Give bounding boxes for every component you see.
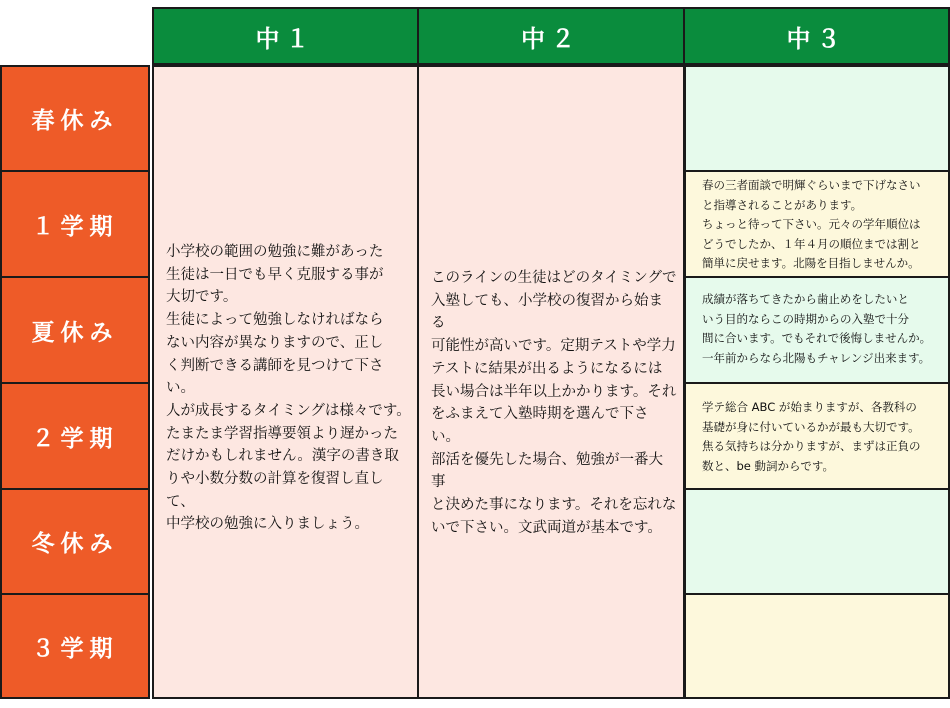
grade-1-advice-text: 小学校の範囲の勉強に難があった 生徒は一日でも早く克服する事が 大切です。 生徒によって勉強しなければなら ない内容が異なりますので、正し く判断できる講師を見つけて下さい。 人が成長するタイミングは様々です。 たまたま学習指導要領より遅かった だけかもしれません。漢字の書き取 りや小数分数の計算を復習し直して、 中学校の勉強に入りましょう。 <box>166 244 411 533</box>
grade-3-term-3-cell <box>684 593 950 699</box>
row-label-term-3 <box>0 593 150 699</box>
row-label-text: 冬休み <box>31 531 119 557</box>
grade-3-term-1-cell <box>684 170 950 278</box>
grade-3-summer-break-text: 成績が落ちてきたから歯止めをしたいと いう目的ならこの時期からの入塾で十分 間に合います。でもそれで後悔しませんか。 一年前からなら北陽もチャレンジ出来ます。 <box>702 292 932 365</box>
row-label-text: 春休み <box>31 108 119 134</box>
row-label-summer-break <box>0 276 150 384</box>
header-grade-2-label: 中２ <box>521 24 581 53</box>
header-grade-1-label: 中１ <box>255 24 316 53</box>
grade-2-advice-text: このラインの生徒はどのタイミングで 入塾しても、小学校の復習から始まる 可能性が高いです。定期テストや学力 テストに結果が出るようになるには 長い場合は半年以上かかります。それ をふまえて入塾時期を選んで下さい。 部活を優先した場合、勉強が一番大事 と決めた事になります。それを忘れな いで下さい。文武両道が基本です。 <box>431 270 677 536</box>
row-label-text: １学期 <box>31 213 119 240</box>
grade-3-term-2-cell <box>684 382 950 490</box>
header-grade-3-label: 中３ <box>786 24 847 53</box>
grade-3-winter-break-cell <box>684 488 950 595</box>
grade-3-term-2-text: 学テ総合 ABC が始まりますが、各教科の 基礎が身に付いているかが最も大切です。 焦る気持ちは分かりますが、まずは正負の 数と、be 動詞からです。 <box>702 400 921 473</box>
grade-3-summer-break-cell <box>684 276 950 384</box>
row-label-term-2 <box>0 382 150 490</box>
row-label-text: ３学期 <box>31 635 119 662</box>
row-label-spring-break <box>0 65 150 172</box>
grade-3-term-1-text: 春の三者面談で明輝ぐらいまで下げなさい と指導されることがあります。 ちょっと待って下さい。元々の学年順位は どうでしたか、１年４月の順位までは割と 簡単に戻せます。北陽を目指しませんか。 <box>702 178 921 270</box>
row-label-text: 夏休み <box>31 319 119 346</box>
header-grade-2 <box>417 7 685 65</box>
grade-2-advice-cell <box>417 65 685 699</box>
header-grade-3 <box>683 7 950 65</box>
row-label-text: ２学期 <box>31 425 119 452</box>
row-label-winter-break <box>0 488 150 595</box>
grade-1-advice-cell <box>152 65 419 699</box>
row-label-term-1 <box>0 170 150 278</box>
header-grade-1 <box>152 7 419 65</box>
grade-3-spring-break-cell <box>684 65 950 172</box>
